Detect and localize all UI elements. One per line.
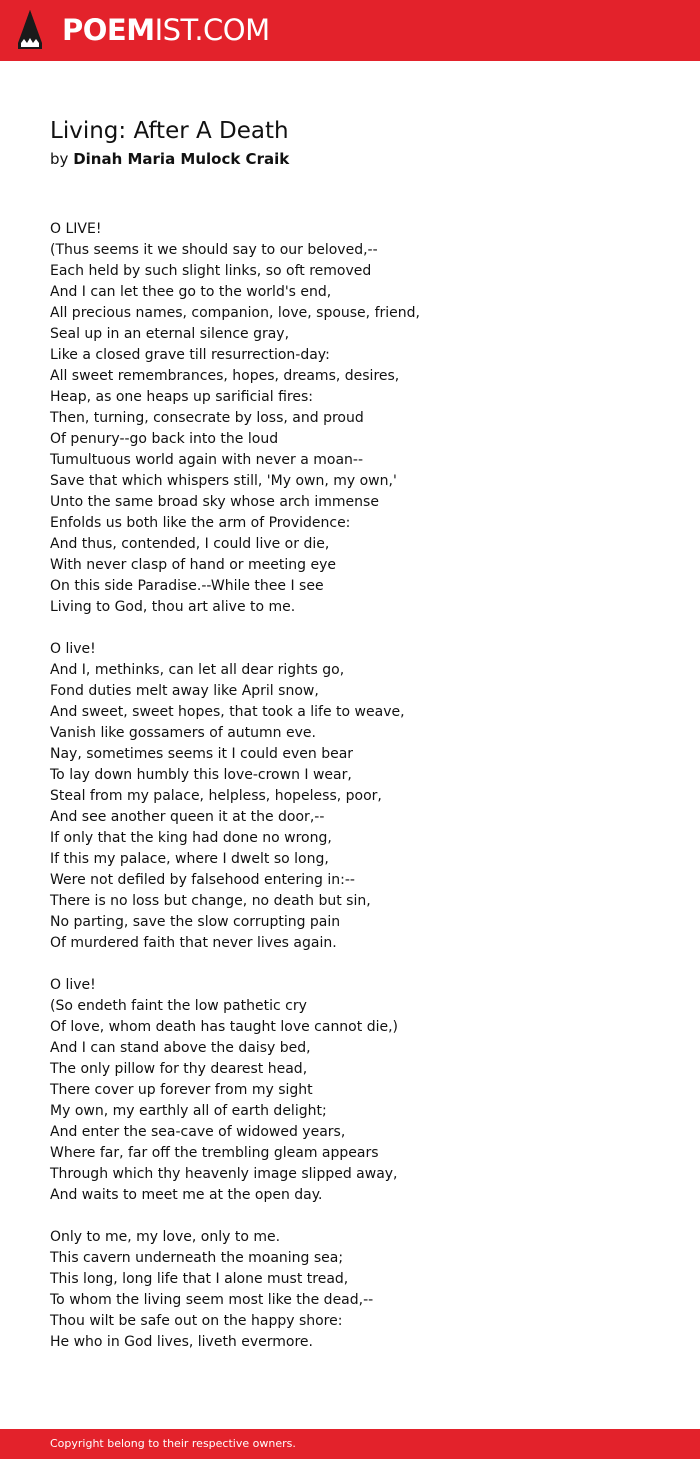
poem-line: And sweet, sweet hopes, that took a life to weave,: [50, 704, 405, 720]
footer-copyright: Copyright belong to their respective owners.: [50, 1437, 296, 1450]
poem-line: Fond duties melt away like April snow,: [50, 683, 319, 699]
poem-line: Where far, far off the trembling gleam appears: [50, 1145, 379, 1161]
poem-line: All precious names, companion, love, spouse, friend,: [50, 305, 420, 321]
pencil-logo-icon[interactable]: [16, 9, 44, 53]
poem-line: Steal from my palace, helpless, hopeless, poor,: [50, 788, 382, 804]
poem-line: He who in God lives, liveth evermore.: [50, 1334, 313, 1350]
poem-stanza: [50, 639, 670, 954]
site-footer: [0, 1429, 700, 1459]
poem-line: And I can let thee go to the world's end,: [50, 284, 332, 300]
poem-line: Thou wilt be safe out on the happy shore:: [50, 1313, 343, 1329]
poem-line: Through which thy heavenly image slipped away,: [50, 1166, 398, 1182]
poem-stanza: [50, 975, 670, 1206]
poem-byline: [50, 148, 289, 170]
poem-line: And I, methinks, can let all dear rights go,: [50, 662, 345, 678]
poem-line: Of love, whom death has taught love cannot die,): [50, 1019, 398, 1035]
poem-line: There is no loss but change, no death but sin,: [50, 893, 371, 909]
poem-line: Each held by such slight links, so oft removed: [50, 263, 372, 279]
poem-line: And thus, contended, I could live or die,: [50, 536, 330, 552]
poem-line: Save that which whispers still, 'My own, my own,': [50, 473, 397, 489]
poem-stanza: [50, 1227, 670, 1353]
poem-line: And I can stand above the daisy bed,: [50, 1040, 311, 1056]
poem-line: With never clasp of hand or meeting eye: [50, 557, 336, 573]
poem-title: Living: After A Death: [50, 118, 289, 144]
poem-line: The only pillow for thy dearest head,: [50, 1061, 308, 1077]
logo-text-light: IST.COM: [154, 13, 270, 47]
poem-line: Tumultuous world again with never a moan--: [50, 452, 364, 468]
site-logo[interactable]: [62, 13, 270, 47]
poem-line: Unto the same broad sky whose arch immense: [50, 494, 379, 510]
poem-line: No parting, save the slow corrupting pain: [50, 914, 341, 930]
site-header: [0, 0, 700, 61]
poem-line: Seal up in an eternal silence gray,: [50, 326, 290, 342]
poem-line: My own, my earthly all of earth delight;: [50, 1103, 327, 1119]
poem-line: Were not defiled by falsehood entering in:--: [50, 872, 355, 888]
poem-line: And waits to meet me at the open day.: [50, 1187, 323, 1203]
poem-line: (Thus seems it we should say to our beloved,--: [50, 242, 378, 258]
poem-line: Living to God, thou art alive to me.: [50, 599, 296, 615]
poem-stanza: [50, 219, 670, 618]
poem-line: If this my palace, where I dwelt so long,: [50, 851, 329, 867]
poem-line: Enfolds us both like the arm of Providence:: [50, 515, 351, 531]
poem-line: O live!: [50, 641, 96, 657]
byline-prefix: by: [50, 150, 69, 168]
poem-line: If only that the king had done no wrong,: [50, 830, 332, 846]
poem-line: This long, long life that I alone must tread,: [50, 1271, 349, 1287]
poem-line: O live!: [50, 977, 96, 993]
poem-line: And see another queen it at the door,--: [50, 809, 325, 825]
poem-line: Then, turning, consecrate by loss, and proud: [50, 410, 364, 426]
poem-line: O LIVE!: [50, 221, 102, 237]
poem-author: Dinah Maria Mulock Craik: [73, 150, 290, 168]
poem-line: On this side Paradise.--While thee I see: [50, 578, 324, 594]
poem-line: Of murdered faith that never lives again.: [50, 935, 337, 951]
poem-line: Of penury--go back into the loud: [50, 431, 279, 447]
poem-line: To lay down humbly this love-crown I wear,: [50, 767, 352, 783]
poem-line: Vanish like gossamers of autumn eve.: [50, 725, 316, 741]
poem-line: Like a closed grave till resurrection-day:: [50, 347, 330, 363]
poem-line: This cavern underneath the moaning sea;: [50, 1250, 344, 1266]
poem-line: Nay, sometimes seems it I could even bear: [50, 746, 354, 762]
poem-line: Heap, as one heaps up sarificial fires:: [50, 389, 313, 405]
poem-line: All sweet remembrances, hopes, dreams, desires,: [50, 368, 400, 384]
poem-line: To whom the living seem most like the dead,--: [50, 1292, 374, 1308]
poem-line: (So endeth faint the low pathetic cry: [50, 998, 307, 1014]
poem-line: And enter the sea-cave of widowed years,: [50, 1124, 346, 1140]
poem-body: [50, 219, 670, 1374]
logo-text-bold: POEM: [62, 13, 155, 47]
poem-line: Only to me, my love, only to me.: [50, 1229, 281, 1245]
poem-line: There cover up forever from my sight: [50, 1082, 313, 1098]
